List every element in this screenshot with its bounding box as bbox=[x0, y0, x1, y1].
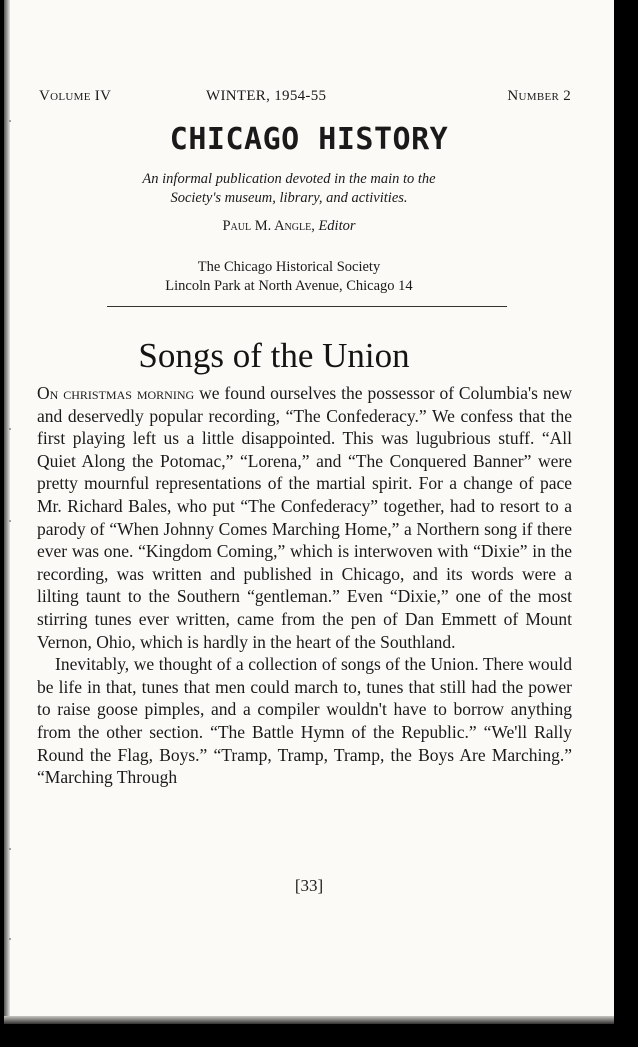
society-address: Lincoln Park at North Avenue, Chicago 14 bbox=[165, 278, 413, 294]
editor-role: Editor bbox=[318, 218, 356, 234]
editor-name: Paul M. Angle, bbox=[222, 218, 315, 234]
paragraph-1-text: we found ourselves the possessor of Columbia's new and deservedly popular recording, “The Confederacy.” We confess that the first playing left us a little disappointed. This was lugubrious stuff. “All Quiet Along the Potomac,” “Lorena,” and “The Conquered Banner” were pretty mournful representations of the martial spirit. For a change of pace Mr. Richard Bales, who put “The Confederacy” together, had to resort to a parody of “When Johnny Comes Marching Home,” a Northern song if there ever was one. “Kingdom Coming,” which is interwoven with “Dixie” in the recording, was written and published in Chicago, and its words were a lilting taunt to the Southern “gentleman.” Even “Dixie,” one of the most stirring tunes ever written, came from the pen of Dan Emmett of Mount Vernon, Ohio, which is hardly in the heart of the Southland. bbox=[37, 383, 572, 652]
tagline-line-2: Society's museum, library, and activities. bbox=[170, 190, 408, 206]
society-name: The Chicago Historical Society bbox=[197, 259, 381, 275]
article-body bbox=[37, 382, 572, 789]
editor-credit bbox=[4, 218, 574, 235]
lead-in: On christmas morning bbox=[37, 383, 195, 403]
tagline bbox=[104, 170, 474, 208]
article-title: Songs of the Union bbox=[138, 336, 410, 375]
issue-season: WINTER, 1954-55 bbox=[206, 88, 327, 104]
volume-label: Volume IV bbox=[39, 88, 112, 104]
paper-speck bbox=[9, 120, 11, 122]
page-bottom-shadow bbox=[4, 1016, 614, 1024]
tagline-line-1: An informal publication devoted in the main to the bbox=[142, 171, 436, 187]
paper-speck bbox=[9, 520, 11, 522]
page-number: [33] bbox=[294, 876, 324, 895]
header-divider bbox=[107, 306, 507, 307]
paper-speck bbox=[9, 428, 11, 430]
paragraph-2: Inevitably, we thought of a collection of songs of the Union. There would be life in that, tunes that men could march to, tunes that still had the power to raise goose pimples, and a compiler wouldn't have to borrow anything from the other section. “The Battle Hymn of the Republic.” “We'll Rally Round the Flag, Boys.” “Tramp, Tramp, Tramp, the Boys Are Marching.” “Marching Through bbox=[37, 654, 572, 788]
paper-speck bbox=[9, 848, 11, 850]
masthead: CHICAGO HISTORY bbox=[169, 122, 449, 157]
paragraph-1 bbox=[37, 382, 572, 653]
publisher-block bbox=[4, 258, 574, 296]
paper-speck bbox=[9, 938, 11, 940]
book-page bbox=[4, 0, 614, 1016]
issue-number: Number 2 bbox=[507, 88, 571, 104]
